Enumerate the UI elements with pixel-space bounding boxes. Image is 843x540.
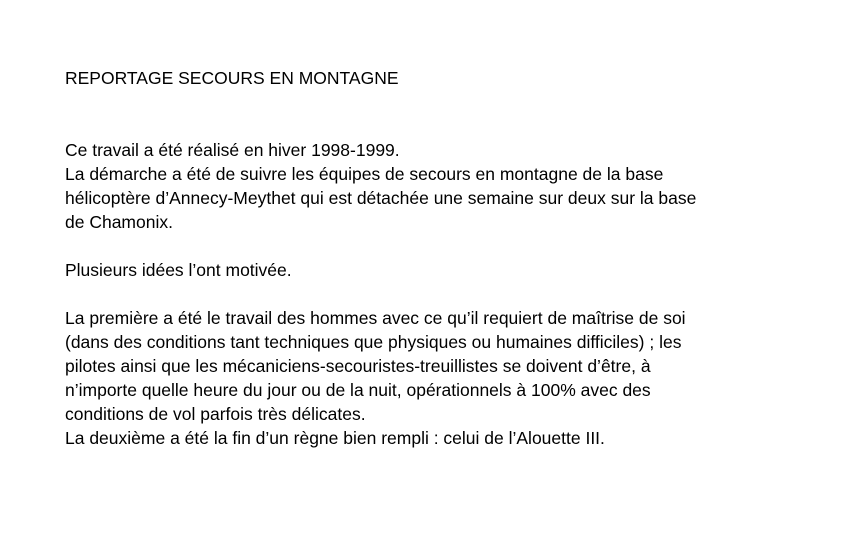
text-line: La deuxième a été la fin d’un règne bien rempli : celui de l’Alouette III.	[65, 428, 605, 448]
paragraph-spacer	[65, 282, 805, 306]
text-line: La première a été le travail des hommes avec ce qu’il requiert de maîtrise de soi	[65, 308, 686, 328]
text-line: pilotes ainsi que les mécaniciens-secouristes-treuillistes se doivent d’être, à	[65, 356, 651, 376]
text-line: Ce travail a été réalisé en hiver 1998-1999.	[65, 140, 400, 160]
text-line: n’importe quelle heure du jour ou de la nuit, opérationnels à 100% avec des	[65, 380, 651, 400]
text-line: hélicoptère d’Annecy-Meythet qui est détachée une semaine sur deux sur la base	[65, 188, 697, 208]
paragraph-intro	[65, 138, 805, 234]
text-line: de Chamonix.	[65, 212, 173, 232]
paragraph-spacer	[65, 234, 805, 258]
text-line: (dans des conditions tant techniques que physiques ou humaines difficiles) ; les	[65, 332, 682, 352]
document-title: REPORTAGE SECOURS EN MONTAGNE	[65, 68, 399, 88]
paragraph-reasons	[65, 306, 805, 450]
text-line: conditions de vol parfois très délicates.	[65, 404, 366, 424]
paragraph-motivation	[65, 258, 805, 282]
text-line: La démarche a été de suivre les équipes de secours en montagne de la base	[65, 164, 664, 184]
document-page	[65, 66, 805, 450]
text-line: Plusieurs idées l’ont motivée.	[65, 260, 292, 280]
